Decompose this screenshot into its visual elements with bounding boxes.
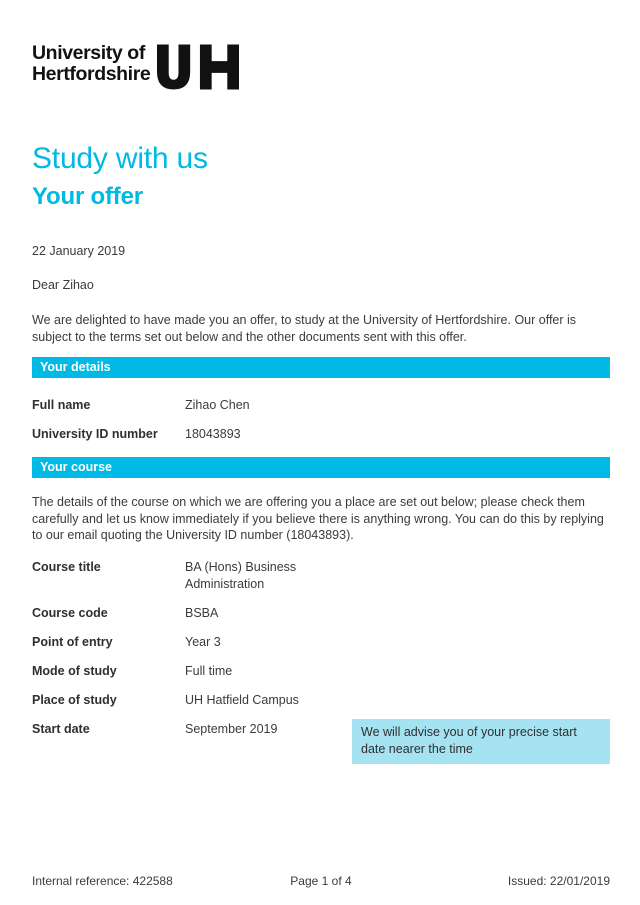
detail-value: Zihao Chen — [185, 398, 250, 412]
logo-line-1: University of — [32, 42, 145, 64]
page-subtitle: Your offer — [32, 183, 143, 210]
detail-value: BA (Hons) Business Administration — [185, 559, 297, 591]
table-row — [32, 426, 610, 443]
detail-label: Mode of study — [32, 663, 117, 678]
detail-label: Point of entry — [32, 634, 113, 649]
detail-label: Start date — [32, 721, 90, 736]
table-row — [32, 692, 610, 709]
uh-logo-icon — [157, 44, 239, 90]
section-header-your-course: Your course — [32, 457, 610, 478]
table-row — [32, 634, 610, 651]
detail-label: Full name — [32, 398, 91, 412]
detail-value: BSBA — [185, 605, 219, 620]
course-intro-paragraph: The details of the course on which we are offering you a place are set out below; please check them carefully and let us know immediately if you believe there is anything wrong. You can do this by replying to our email quoting the University ID number (18043893). — [32, 495, 604, 542]
page-footer — [32, 874, 610, 888]
university-logo-wordmark — [32, 43, 150, 84]
page-title: Study with us — [32, 142, 208, 175]
letter-intro-paragraph: We are delighted to have made you an offer, to study at the University of Hertfordshire. Our offer is subject to the terms set out below and the other documents sent with this offer. — [32, 313, 577, 344]
page-number: Page 1 of 4 — [290, 874, 352, 888]
detail-label: University ID number — [32, 427, 158, 441]
table-row — [32, 721, 610, 756]
issued-date: Issued: 22/01/2019 — [507, 874, 610, 888]
start-date-note-callout: We will advise you of your precise start date nearer the time — [352, 719, 610, 764]
table-row — [32, 663, 610, 680]
letter-greeting: Dear Zihao — [32, 277, 94, 292]
letter-date: 22 January 2019 — [32, 244, 126, 258]
table-row — [32, 559, 610, 593]
section-header-your-details: Your details — [32, 357, 610, 378]
table-row — [32, 605, 610, 622]
university-logo — [32, 43, 610, 90]
logo-line-2: Hertfordshire — [32, 62, 151, 85]
detail-label: Course code — [32, 605, 108, 620]
detail-value: 18043893 — [185, 427, 241, 441]
detail-value: UH Hatfield Campus — [185, 692, 299, 707]
internal-reference: Internal reference: 422588 — [32, 874, 173, 888]
detail-label: Place of study — [32, 692, 117, 707]
table-row — [32, 397, 610, 414]
details-table — [32, 397, 610, 443]
course-table — [32, 559, 610, 756]
detail-value: Full time — [185, 663, 233, 678]
detail-value: September 2019 — [185, 721, 278, 736]
detail-label: Course title — [32, 559, 101, 574]
detail-value: Year 3 — [185, 634, 221, 649]
